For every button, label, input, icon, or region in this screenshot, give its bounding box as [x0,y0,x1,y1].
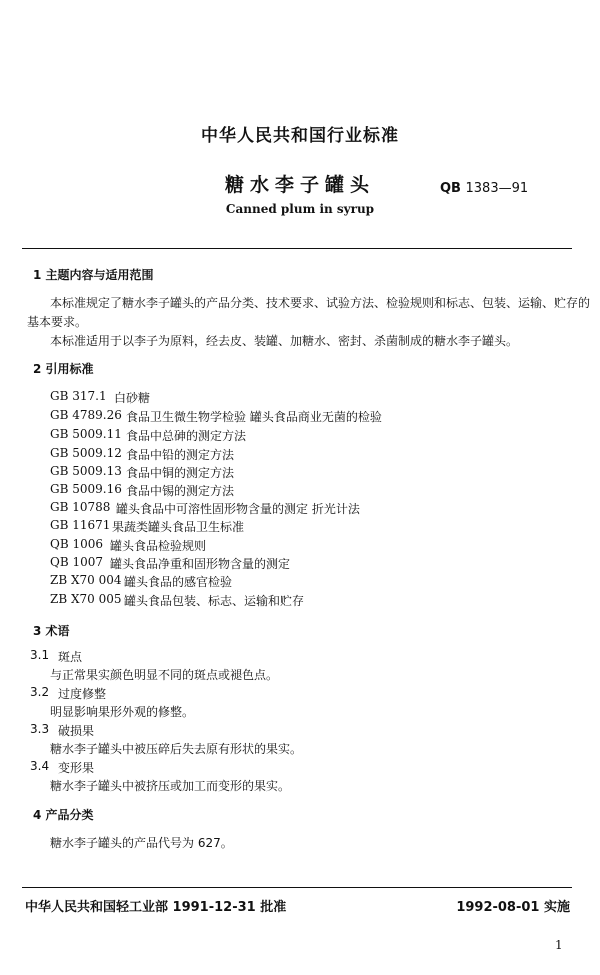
term-definition: 明显影响果形外观的修整。 [50,705,195,719]
term-number: 3.2 [30,685,50,699]
term-name: 破损果 [58,724,95,738]
header-rule [22,248,572,249]
section-4-heading: 4 产品分类 [33,808,94,822]
document-number [440,181,528,196]
issuing-organization: 中华人民共和国行业标准 [201,126,399,146]
reference-title: 罐头食品包装、标志、运输和贮存 [124,594,305,608]
term-name: 斑点 [58,650,83,664]
reference-code: GB 4789.26 [50,408,122,422]
reference-title: 食品卫生微生物学检验 罐头食品商业无菌的检验 [126,410,382,424]
section-1-paragraph-2: 本标准适用于以李子为原料，经去皮、装罐、加糖水、密封、杀菌制成的糖水李子罐头。 [50,334,519,348]
reference-code: GB 10788 [50,500,111,514]
term-number: 3.3 [30,722,50,736]
document-title: 糖水李子罐头 [224,174,375,196]
reference-title: 食品中锡的测定方法 [126,484,235,498]
section-2-heading: 2 引用标准 [33,362,94,376]
reference-code: GB 5009.12 [50,446,122,460]
reference-code: GB 317.1 [50,389,107,403]
reference-title: 白砂糖 [114,391,151,405]
reference-title: 食品中总砷的测定方法 [126,429,247,443]
section-4-text: 糖水李子罐头的产品代号为 627。 [50,836,233,850]
section-1-paragraph-1-line-2: 基本要求。 [27,315,88,329]
term-definition: 与正常果实颜色明显不同的斑点或褪色点。 [50,668,279,682]
term-definition: 糖水李子罐头中被压碎后失去原有形状的果实。 [50,742,303,756]
reference-code: GB 5009.16 [50,482,122,496]
term-definition: 糖水李子罐头中被挤压或加工而变形的果实。 [50,779,291,793]
reference-code: GB 5009.11 [50,427,122,441]
reference-title: 食品中铜的测定方法 [126,466,235,480]
term-number: 3.1 [30,648,50,662]
approval-statement: 中华人民共和国轻工业部 1991-12-31 批准 [25,900,287,915]
reference-code: GB 5009.13 [50,464,122,478]
reference-code: QB 1006 [50,537,104,551]
page-number: 1 [555,938,563,952]
term-number: 3.4 [30,759,50,773]
reference-code: GB 11671 [50,518,111,532]
reference-code: QB 1007 [50,555,104,569]
reference-code: ZB X70 005 [50,592,122,606]
reference-title: 罐头食品中可溶性固形物含量的测定 折光计法 [116,502,360,516]
section-3-heading: 3 术语 [33,624,70,638]
document-number-value: 1383—91 [465,181,529,196]
implementation-date: 1992-08-01 实施 [456,900,570,915]
reference-title: 罐头食品净重和固形物含量的测定 [110,557,291,571]
document-number-prefix: QB [440,181,461,196]
document-title-english: Canned plum in syrup [225,202,375,216]
reference-title: 罐头食品检验规则 [110,539,207,553]
reference-title: 食品中铅的测定方法 [126,448,235,462]
term-name: 过度修整 [58,687,107,701]
section-1-heading: 1 主题内容与适用范围 [33,268,154,282]
footer-rule [22,887,572,888]
reference-title: 罐头食品的感官检验 [124,575,233,589]
term-name: 变形果 [58,761,95,775]
reference-code: ZB X70 004 [50,573,122,587]
reference-title: 果蔬类罐头食品卫生标准 [112,520,245,534]
section-1-paragraph-1-line-1: 本标准规定了糖水李子罐头的产品分类、技术要求、试验方法、检验规则和标志、包装、运输、贮存的 [50,296,591,310]
